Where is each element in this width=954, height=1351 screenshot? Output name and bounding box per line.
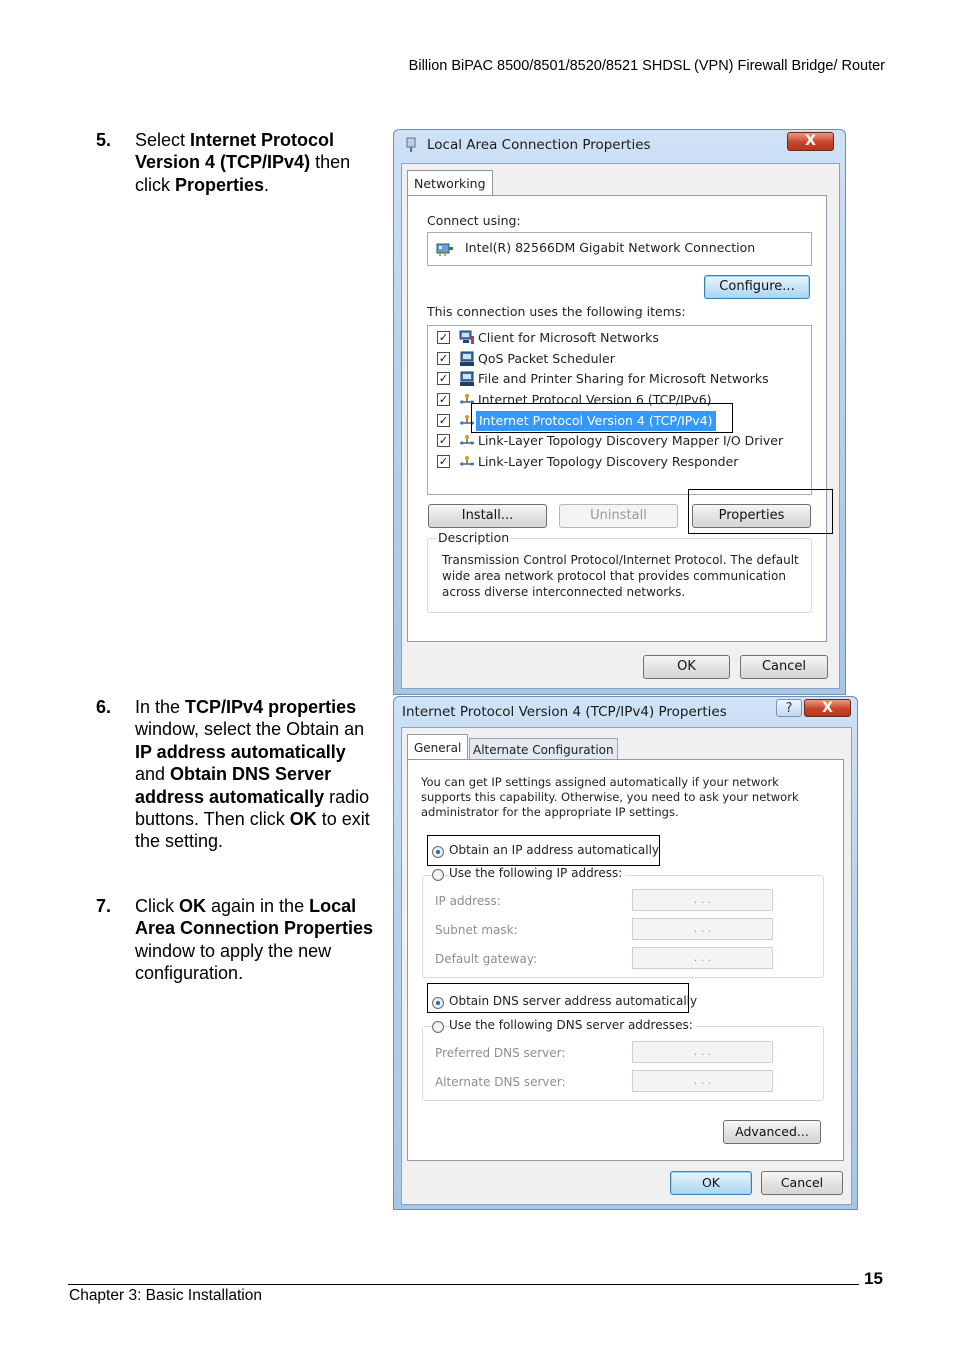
checkbox[interactable]: ✓ (438, 352, 449, 365)
network-card-icon (436, 241, 454, 257)
item-label: Client for Microsoft Networks (478, 330, 659, 345)
items-label: This connection uses the following items: (427, 304, 686, 319)
page-number: 15 (864, 1269, 883, 1288)
protocol-icon (459, 434, 475, 449)
list-item[interactable] (428, 349, 811, 370)
step-text: Select Internet Protocol Version 4 (TCP/IPv4) then click Properties. (135, 130, 351, 195)
cancel-button[interactable]: Cancel (761, 1171, 843, 1195)
alternate-dns-field[interactable]: . . . (632, 1070, 773, 1092)
item-label: QoS Packet Scheduler (478, 351, 615, 366)
checkbox[interactable]: ✓ (438, 455, 449, 468)
checkbox[interactable]: ✓ (438, 372, 449, 385)
checkbox[interactable]: ✓ (438, 414, 449, 427)
item-label: Internet Protocol Version 6 (TCP/IPv6) (478, 392, 712, 407)
item-label: Link-Layer Topology Discovery Responder (478, 454, 739, 469)
list-item[interactable] (428, 431, 811, 452)
description-text: Transmission Control Protocol/Internet Protocol. The default wide area network protocol that provides communication across diverse interconnected networks. (442, 553, 799, 599)
list-item[interactable] (428, 452, 811, 473)
close-button[interactable]: X (787, 132, 834, 151)
step-text: In the TCP/IPv4 properties window, select the Obtain an IP address automatically and Obtain DNS Server address automatically radio buttons. Then click OK to exit the setting. (135, 697, 370, 852)
ok-button[interactable]: OK (643, 655, 730, 679)
subnet-mask-field[interactable]: . . . (632, 918, 773, 940)
cancel-button[interactable]: Cancel (740, 655, 828, 679)
protocol-icon (459, 455, 475, 470)
advanced-button[interactable]: Advanced... (723, 1120, 821, 1144)
network-service-icon (459, 371, 475, 390)
use-dns-label: Use the following DNS server addresses: (449, 1018, 696, 1032)
network-adapter-icon (404, 137, 418, 153)
page-header: Billion BiPAC 8500/8501/8520/8521 SHDSL (VPN) Firewall Bridge/ Router (408, 58, 885, 74)
adapter-field (427, 232, 812, 266)
checkbox[interactable]: ✓ (438, 393, 449, 406)
intro-text: You can get IP settings assigned automatically if your network supports this capability. Otherwise, you need to ask your network administrator for the appropriate IP settings. (421, 775, 799, 819)
tab-alternate-configuration[interactable]: Alternate Configuration (469, 738, 618, 760)
step-number: 7. (96, 896, 112, 916)
use-dns-radio[interactable] (432, 1021, 444, 1033)
list-item[interactable] (428, 328, 811, 349)
connect-using-label: Connect using: (427, 213, 521, 228)
highlight-box (688, 489, 833, 534)
network-service-icon (459, 351, 475, 370)
preferred-dns-field[interactable]: . . . (632, 1041, 773, 1063)
checkbox[interactable]: ✓ (438, 434, 449, 447)
default-gateway-field[interactable]: . . . (632, 947, 773, 969)
description-label: Description (438, 530, 510, 545)
tab-general[interactable]: General (407, 734, 468, 760)
step-number: 5. (96, 130, 112, 150)
tab-panel (407, 759, 844, 1161)
list-item[interactable] (428, 369, 811, 390)
alternate-dns-label: Alternate DNS server: (435, 1075, 566, 1089)
use-ip-radio[interactable] (432, 869, 444, 881)
dialog-body (401, 727, 852, 1205)
ip-address-label: IP address: (435, 894, 501, 908)
obtain-ip-label: Obtain an IP address automatically (449, 843, 660, 857)
ip-address-field[interactable]: . . . (632, 889, 773, 911)
item-label: Internet Protocol Version 4 (TCP/IPv4) (476, 411, 716, 431)
configure-button[interactable]: Configure... (704, 275, 810, 299)
dialog-title: Internet Protocol Version 4 (TCP/IPv4) Properties (402, 704, 727, 720)
subnet-mask-label: Subnet mask: (435, 923, 518, 937)
properties-button[interactable]: Properties (692, 504, 811, 528)
uninstall-button[interactable]: Uninstall (559, 504, 678, 528)
help-button[interactable]: ? (776, 699, 802, 717)
tab-networking[interactable]: Networking (407, 170, 493, 196)
highlight-box (427, 835, 660, 866)
item-label: Link-Layer Topology Discovery Mapper I/O Driver (478, 433, 784, 448)
checkbox[interactable]: ✓ (438, 331, 449, 344)
network-client-icon (459, 330, 475, 348)
obtain-dns-label: Obtain DNS server address automatically (449, 994, 698, 1008)
dialog-title: Local Area Connection Properties (427, 137, 651, 153)
preferred-dns-label: Preferred DNS server: (435, 1046, 566, 1060)
default-gateway-label: Default gateway: (435, 952, 538, 966)
footer-rule (68, 1284, 859, 1285)
close-button[interactable]: X (804, 699, 851, 717)
chapter-label: Chapter 3: Basic Installation (69, 1287, 262, 1304)
ok-button[interactable]: OK (670, 1171, 752, 1195)
use-ip-label: Use the following IP address: (449, 866, 625, 880)
adapter-name: Intel(R) 82566DM Gigabit Network Connection (465, 240, 756, 255)
highlight-box (471, 403, 733, 433)
highlight-box (427, 983, 689, 1013)
ipv4-properties-dialog (393, 696, 858, 1210)
step-number: 6. (96, 697, 112, 717)
step-text: Click OK again in the Local Area Connection Properties window to apply the new configuration. (135, 896, 374, 984)
install-button[interactable]: Install... (428, 504, 547, 528)
item-label: File and Printer Sharing for Microsoft Networks (478, 371, 769, 386)
